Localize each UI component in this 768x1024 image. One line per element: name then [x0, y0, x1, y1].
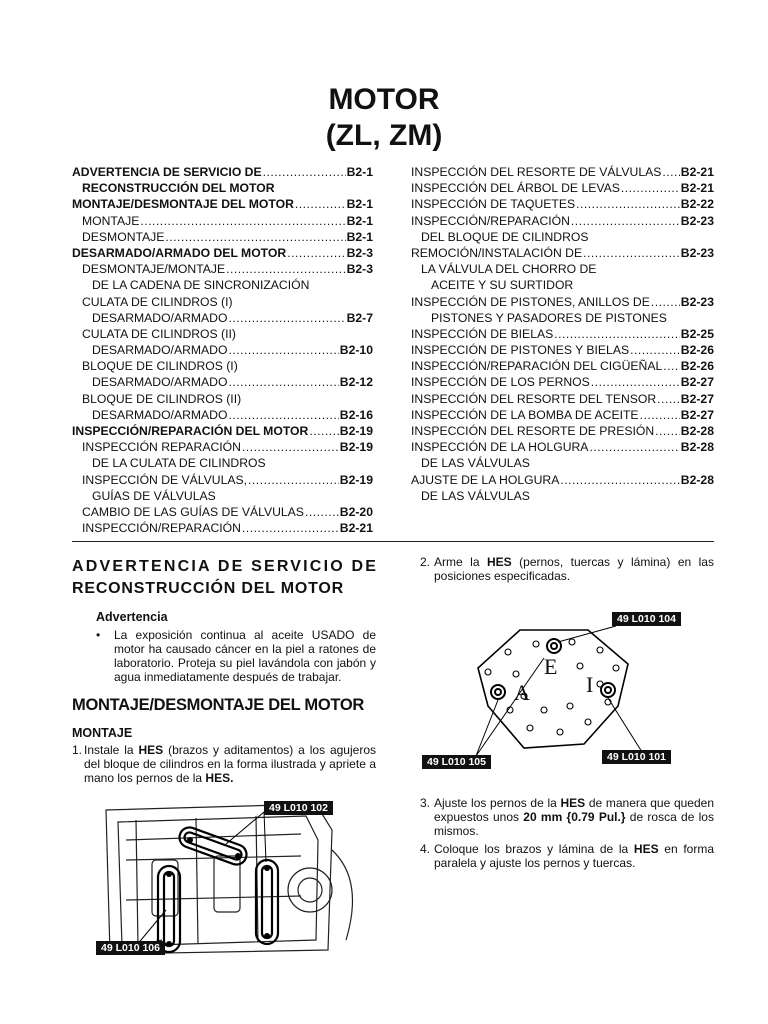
toc-leader-dots: [630, 342, 680, 358]
toc-entry-title: INSPECCIÓN DE PISTONES Y BIELAS: [411, 343, 630, 358]
toc-page-number: B2-21: [680, 165, 714, 179]
toc-leader-dots: [554, 326, 680, 342]
toc-entry-continuation: DE LAS VÁLVULAS: [421, 488, 530, 503]
subheading-montaje: MONTAJE: [72, 726, 133, 740]
toc-entry-continuation: DE LAS VÁLVULAS: [421, 456, 530, 471]
toc-page-number: B2-7: [346, 310, 373, 325]
heading-line1: ADVERTENCIA DE SERVICIO DE: [72, 558, 379, 575]
toc-entry-continuation: LA VÁLVULA DEL CHORRO DE: [421, 262, 597, 277]
toc-entry-title: INSPECCIÓN DEL RESORTE DE PRESIÓN: [411, 424, 655, 438]
toc-entry: [72, 423, 373, 439]
toc-entry-title: INSPECCIÓN REPARACIÓN: [82, 440, 241, 455]
t: en forma paralela y ajuste los pernos y tuercas.: [434, 842, 714, 870]
toc-right-column: [411, 164, 714, 504]
toc-entry: [411, 164, 714, 180]
toc-entry-title: INSPECCIÓN DE PISTONES, ANILLOS DE: [411, 294, 650, 309]
toc-leader-dots: [305, 504, 339, 520]
step-3: [420, 796, 714, 838]
toc-entry-title: ADVERTENCIA DE SERVICIO DE: [72, 165, 262, 179]
toc-page-number: B2-23: [680, 245, 714, 260]
warning-label: Advertencia: [96, 610, 168, 624]
toc-entry-title: CAMBIO DE LAS GUÍAS DE VÁLVULAS: [82, 504, 304, 519]
toc-entry-title: DESARMADO/ARMADO: [92, 407, 228, 422]
toc-page-number: B2-3: [346, 262, 373, 277]
toc-page-number: B2-28: [680, 440, 714, 455]
toc-page-number: B2-22: [680, 197, 714, 212]
toc-page-number: B2-16: [339, 407, 373, 422]
hes-bold: HES: [633, 842, 659, 856]
toc-entry-title: INSPECCIÓN DE VÁLVULAS,: [82, 472, 248, 487]
step-3-text: [434, 796, 714, 838]
toc-leader-dots: [165, 229, 345, 245]
tag-49-l010-102: 49 L010 102: [264, 801, 333, 815]
toc-page-number: B2-1: [346, 229, 373, 244]
dimension-bold: 20 mm {0.79 Pul.}: [523, 810, 626, 824]
toc-entry-title: DESARMADO/ARMADO: [92, 375, 228, 390]
tag-49-l010-106: 49 L010 106: [96, 941, 165, 955]
toc-page-number: B2-28: [680, 424, 714, 438]
toc-entry: [72, 374, 373, 390]
toc-leader-dots: [228, 310, 345, 326]
toc-page-number: B2-19: [339, 424, 373, 438]
toc-entry: [72, 407, 373, 423]
step-2-text: [434, 555, 714, 583]
toc-entry: [411, 472, 714, 488]
toc-page-number: B2-23: [680, 213, 714, 228]
toc-page-number: B2-28: [680, 472, 714, 487]
toc-entry-continuation: DEL BLOQUE DE CILINDROS: [421, 229, 589, 244]
toc-entry-title: INSPECCIÓN DE LA HOLGURA: [411, 440, 589, 455]
t: Instale la: [84, 743, 139, 757]
toc-leader-dots: [621, 180, 680, 196]
toc-entry-title: REMOCIÓN/INSTALACIÓN DE: [411, 245, 583, 260]
toc-page-number: B2-1: [346, 165, 373, 179]
toc-entry-title: MONTAJE: [82, 213, 140, 228]
section-divider: [72, 541, 714, 542]
toc-entry: [72, 504, 373, 520]
toc-entry-continuation: BLOQUE DE CILINDROS (I): [82, 359, 238, 374]
toc-entry-continuation: ACEITE Y SU SURTIDOR: [431, 278, 574, 293]
toc-page-number: B2-12: [339, 375, 373, 390]
toc-entry: [411, 326, 714, 342]
toc-entry: [411, 196, 714, 212]
toc-leader-dots: [591, 374, 680, 390]
toc-leader-dots: [651, 294, 680, 310]
t: de rosca de los mismos.: [434, 810, 714, 838]
toc-page-number: B2-10: [339, 343, 373, 358]
t: de manera que queden expuestos unos: [434, 796, 714, 824]
t: Ajuste los pernos de la: [434, 796, 561, 810]
plate-letter-i: I: [586, 672, 594, 697]
toc-leader-dots: [226, 261, 345, 277]
toc-entry: [411, 358, 714, 374]
toc-entry: [411, 213, 714, 229]
hes-bold: HES.: [205, 771, 234, 785]
toc-leader-dots: [242, 520, 339, 536]
toc-entry-title: DESARMADO/ARMADO DEL MOTOR: [72, 245, 287, 260]
toc-leader-dots: [576, 196, 680, 212]
section-heading-advertencia: [72, 556, 382, 600]
toc-leader-dots: [589, 439, 679, 455]
figure-hes-plate: [420, 610, 714, 770]
toc-entry-title: AJUSTE DE LA HOLGURA: [411, 472, 560, 487]
step-2: [420, 555, 714, 583]
toc-entry-continuation: CULATA DE CILINDROS (I): [82, 294, 233, 309]
toc-entry: [72, 520, 373, 536]
toc-leader-dots: [663, 358, 680, 374]
toc-leader-dots: [309, 423, 338, 439]
toc-leader-dots: [560, 472, 679, 488]
toc-entry: [72, 472, 373, 488]
hes-bold: HES: [138, 743, 164, 757]
step-2-number: 2.: [420, 555, 431, 569]
toc-entry-title: INSPECCIÓN DE TAQUETES: [411, 197, 576, 212]
toc-entry-continuation: DE LA CADENA DE SINCRONIZACIÓN: [92, 278, 310, 293]
step-4-number: 4.: [420, 842, 431, 856]
step-4-text: [434, 842, 714, 870]
toc-entry-title: INSPECCIÓN/REPARACIÓN DEL CIGÜEÑAL: [411, 359, 663, 374]
toc-entry-title: INSPECCIÓN DE LOS PERNOS: [411, 375, 590, 390]
engine-block-illustration: [96, 800, 376, 958]
toc-entry: [72, 439, 373, 455]
toc-entry-title: DESMONTAJE/MONTAJE: [82, 262, 226, 277]
tag-49-l010-104: 49 L010 104: [612, 612, 681, 626]
toc-entry-title: DESARMADO/ARMADO: [92, 343, 228, 358]
toc-page-number: B2-27: [680, 407, 714, 422]
toc-entry: [72, 229, 373, 245]
toc-entry: [72, 342, 373, 358]
step-1-text: [84, 743, 376, 785]
toc-entry: [72, 164, 373, 180]
toc-page-number: B2-27: [680, 375, 714, 390]
bullet-dot: •: [96, 628, 101, 642]
toc-entry-title: INSPECCIÓN DE BIELAS: [411, 326, 554, 341]
toc-entry-title: DESMONTAJE: [82, 229, 165, 244]
title-line1: MOTOR: [328, 83, 440, 116]
toc-entry-title: INSPECCIÓN DEL RESORTE DE VÁLVULAS: [411, 165, 662, 179]
toc-page-number: B2-20: [339, 504, 373, 519]
toc-page-number: B2-21: [339, 521, 373, 536]
title-line2: (ZL, ZM): [325, 119, 443, 152]
tag-49-l010-105: 49 L010 105: [422, 755, 491, 769]
toc-leader-dots: [228, 342, 338, 358]
toc-entry-continuation: GUÍAS DE VÁLVULAS: [92, 488, 216, 503]
toc-page-number: B2-26: [680, 359, 714, 374]
toc-entry-title: INSPECCIÓN/REPARACIÓN: [82, 521, 241, 536]
hes-bold: HES: [560, 796, 586, 810]
step-1-number: 1.: [72, 743, 83, 757]
toc-entry: [411, 439, 714, 455]
toc-entry: [72, 261, 373, 277]
toc-entry-title: INSPECCIÓN/REPARACIÓN: [411, 213, 570, 228]
toc-entry-continuation: BLOQUE DE CILINDROS (II): [82, 391, 242, 406]
page-title: [0, 82, 768, 154]
toc-entry: [411, 342, 714, 358]
toc-leader-dots: [583, 245, 680, 261]
toc-page-number: B2-1: [346, 213, 373, 228]
toc-leader-dots: [662, 164, 679, 180]
toc-leader-dots: [248, 472, 339, 488]
step-1: [72, 743, 376, 785]
toc-entry: [411, 391, 714, 407]
toc-leader-dots: [242, 439, 339, 455]
toc-entry-title: INSPECCIÓN DE LA BOMBA DE ACEITE: [411, 407, 639, 422]
toc-entry-continuation: PISTONES Y PASADORES DE PISTONES: [431, 310, 667, 325]
toc-entry: [72, 245, 373, 261]
toc-entry-continuation: DE LA CULATA DE CILINDROS: [92, 456, 266, 471]
toc-entry: [411, 180, 714, 196]
toc-entry: [411, 374, 714, 390]
step-4: [420, 842, 714, 870]
toc-entry-continuation: CULATA DE CILINDROS (II): [82, 326, 236, 341]
toc-entry-title: INSPECCIÓN DEL ÁRBOL DE LEVAS: [411, 181, 620, 196]
toc-leader-dots: [657, 391, 680, 407]
toc-leader-dots: [655, 423, 680, 439]
toc-entry: [72, 196, 373, 212]
toc-entry-continuation: RECONSTRUCCIÓN DEL MOTOR: [82, 181, 275, 196]
step-3-number: 3.: [420, 796, 431, 810]
toc-leader-dots: [228, 407, 338, 423]
figure-engine-block: [96, 800, 376, 958]
toc-entry: [411, 423, 714, 439]
toc-leader-dots: [263, 164, 346, 180]
toc-page-number: B2-25: [680, 326, 714, 341]
toc-entry-title: INSPECCIÓN DEL RESORTE DEL TENSOR: [411, 391, 657, 406]
toc-page-number: B2-23: [680, 294, 714, 309]
t: Coloque los brazos y lámina de la: [434, 842, 634, 856]
toc-leader-dots: [228, 374, 338, 390]
section-heading-montaje-desmontaje: MONTAJE/DESMONTAJE DEL MOTOR: [72, 696, 364, 714]
toc-page-number: B2-27: [680, 391, 714, 406]
toc-entry-title: MONTAJE/DESMONTAJE DEL MOTOR: [72, 197, 294, 212]
t: Arme la: [434, 555, 487, 569]
heading-line2: RECONSTRUCCIÓN DEL MOTOR: [72, 580, 344, 597]
toc-entry-title: DESARMADO/ARMADO: [92, 310, 228, 325]
toc-entry: [411, 294, 714, 310]
t: (pernos, tuercas y lámina) en las posiciones especificadas.: [434, 555, 714, 583]
toc-left-column: [72, 164, 373, 536]
toc-page-number: B2-1: [346, 197, 373, 212]
toc-leader-dots: [640, 407, 680, 423]
bullet-text: La exposición continua al aceite USADO de motor ha causado cáncer en la piel a ratones de laboratorio. Proteja su piel lavándola con jabón y agua inmediatamente después de trabajar.: [114, 628, 376, 684]
toc-page-number: B2-3: [346, 245, 373, 260]
toc-page-number: B2-21: [680, 181, 714, 196]
toc-leader-dots: [140, 213, 345, 229]
toc-leader-dots: [571, 213, 680, 229]
t: (brazos y aditamentos) a los agujeros del bloque de cilindros en la forma ilustrada y apriete a mano los pernos de la: [84, 743, 376, 785]
toc-page-number: B2-19: [339, 472, 373, 487]
tag-49-l010-101: 49 L010 101: [602, 750, 671, 764]
plate-letter-a: A: [514, 680, 530, 705]
toc-entry: [72, 310, 373, 326]
toc-entry: [72, 213, 373, 229]
toc-leader-dots: [295, 196, 346, 212]
toc-entry-title: INSPECCIÓN/REPARACIÓN DEL MOTOR: [72, 424, 309, 438]
toc-entry: [411, 245, 714, 261]
toc-page-number: B2-19: [339, 440, 373, 455]
hes-bold: HES: [486, 555, 512, 569]
plate-letter-e: E: [544, 654, 558, 679]
toc-entry: [411, 407, 714, 423]
toc-page-number: B2-26: [680, 343, 714, 358]
hes-plate-illustration: [420, 610, 714, 770]
toc-leader-dots: [287, 245, 345, 261]
warning-bullet: [96, 628, 376, 684]
